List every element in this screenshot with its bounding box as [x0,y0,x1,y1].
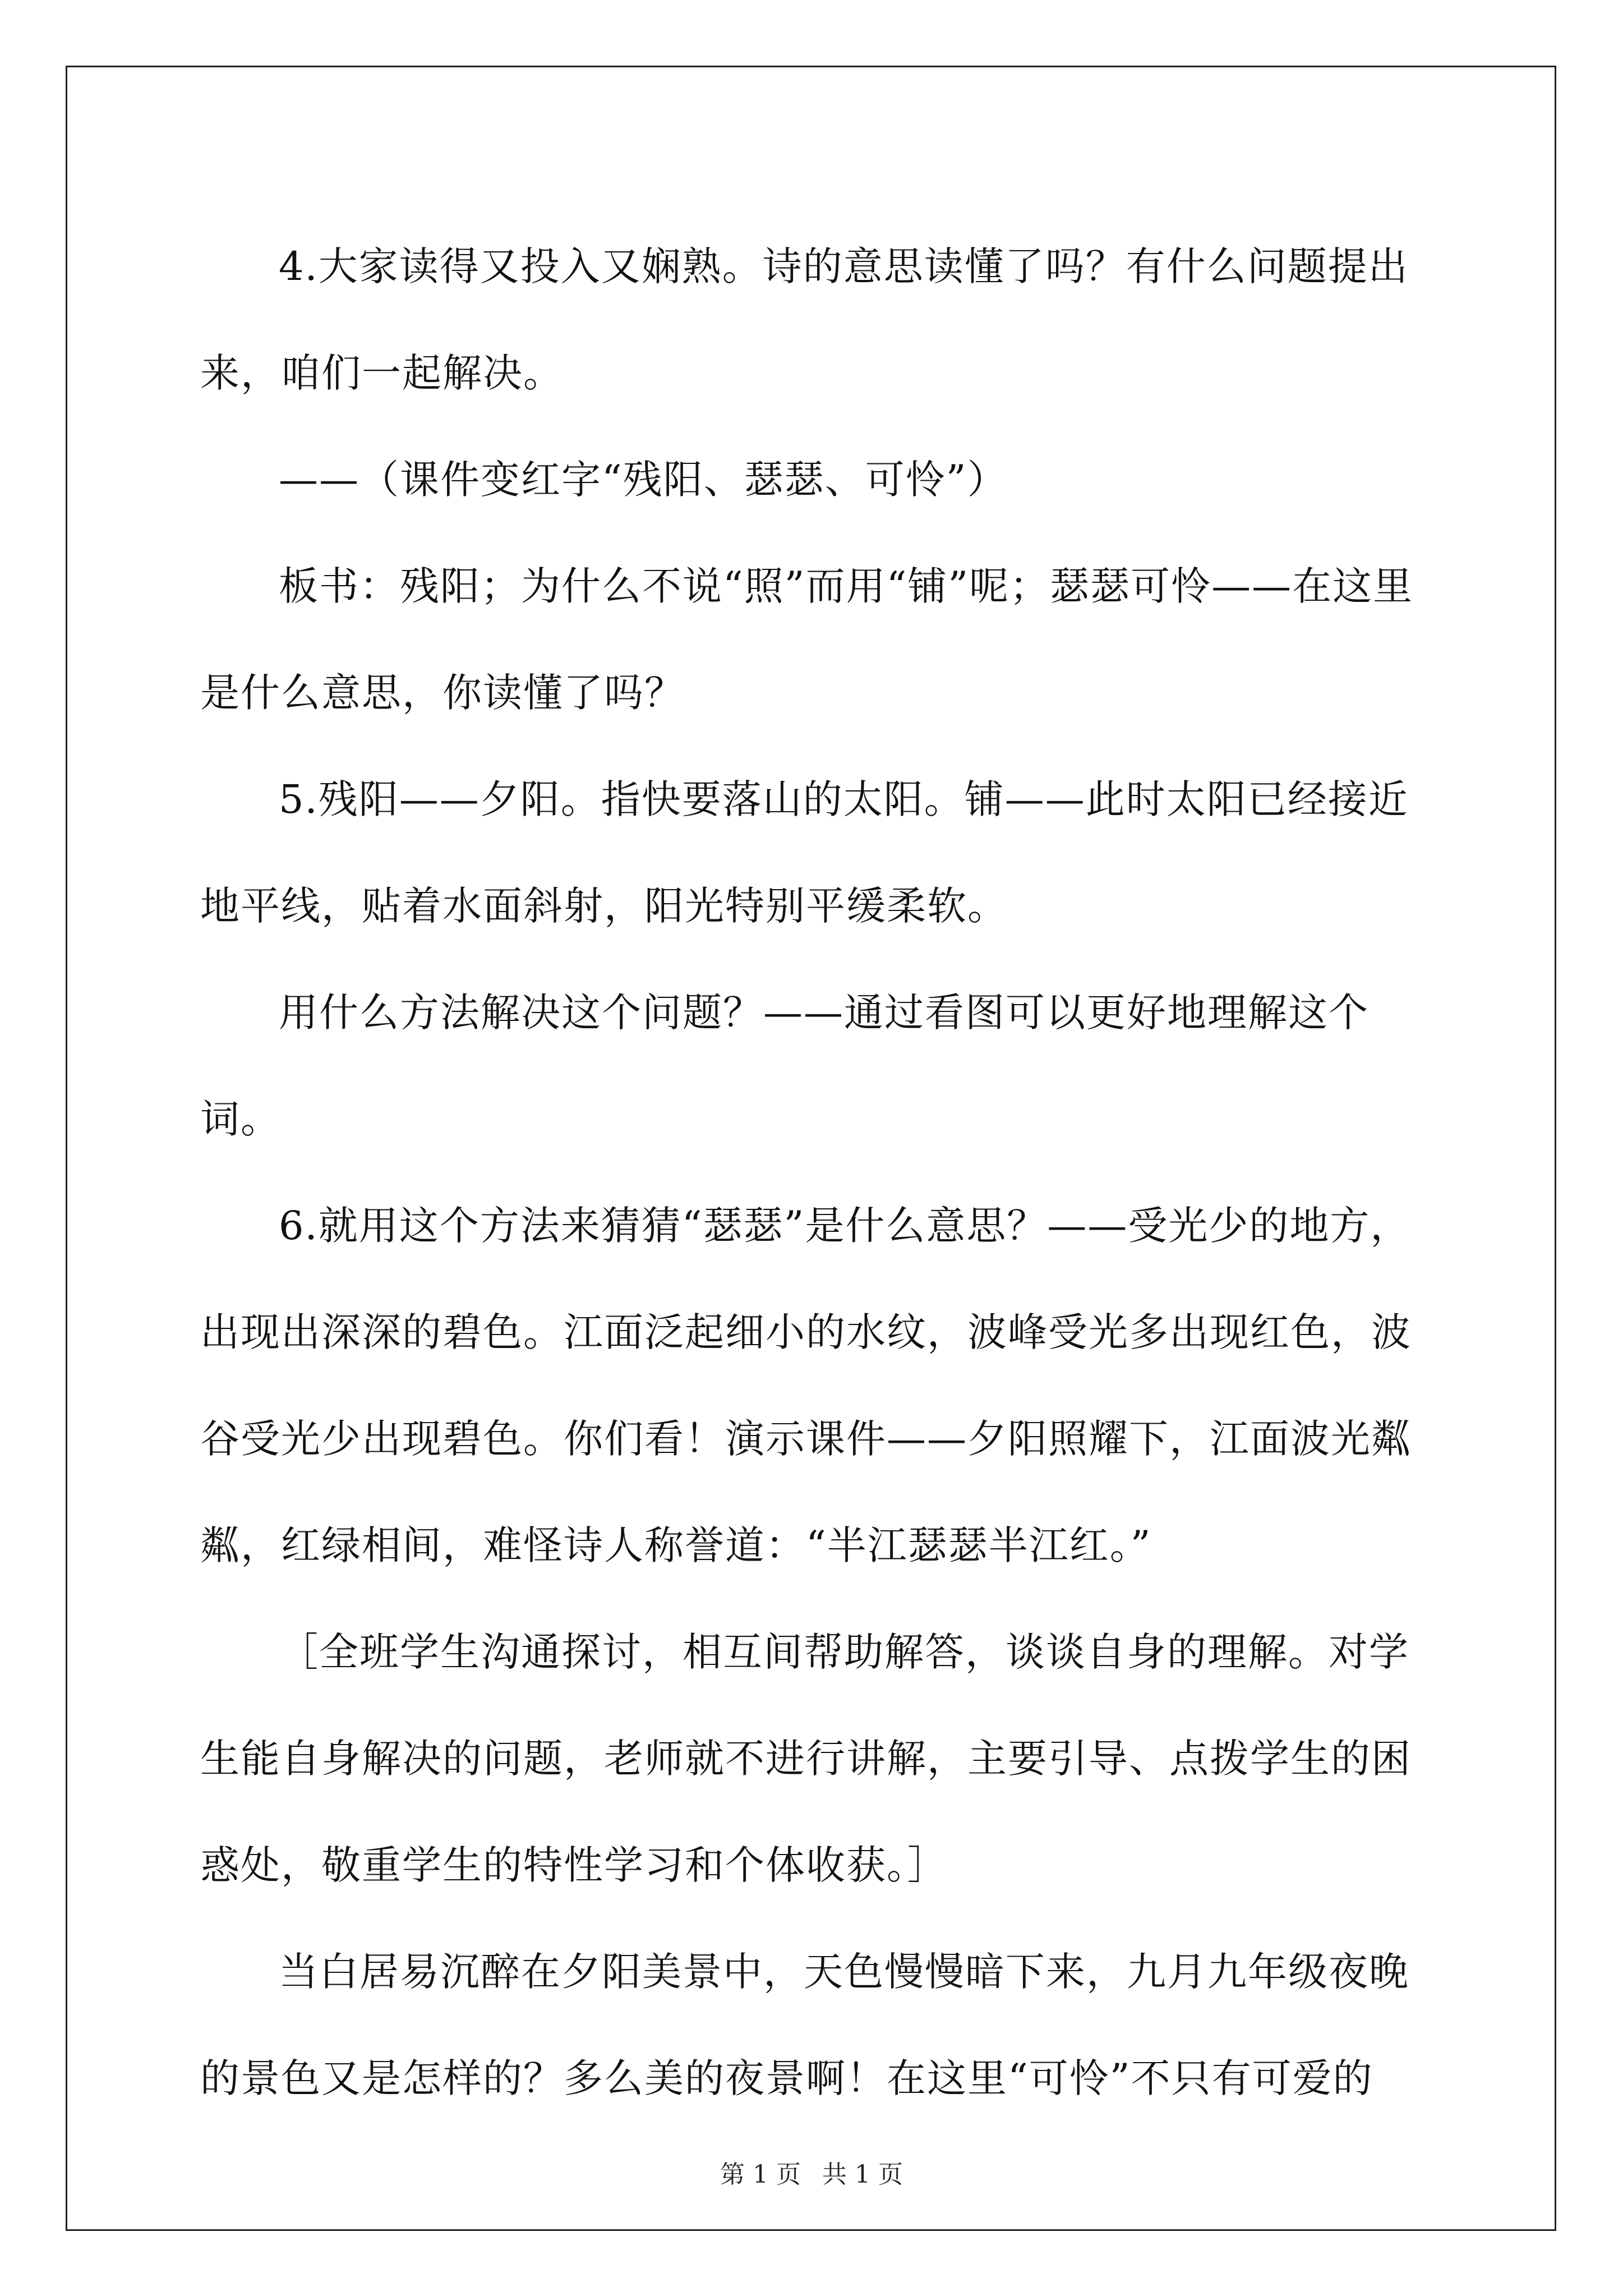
paragraph: ［全班学生沟通探讨，相互间帮助解答，谈谈自身的理解。对学生能自身解决的问题，老师就不进行讲解，主要引导、点拨学生的困惑处，敬重学生的特性学习和个体收获。］ [200,1629,1412,1888]
paragraph: ——（课件变红字“残阳、瑟瑟、可怜”） [279,457,1008,503]
document-body [200,213,1423,2132]
paragraph: 当白居易沉醉在夕阳美景中，天色慢慢暗下来，九月九年级夜晚的景色又是怎样的？多么美的夜景啊！在这里“可怜”不只有可爱的 [200,1949,1409,2101]
page-total: 共 1 页 [822,2160,903,2189]
page-footer [0,2154,1623,2190]
paragraph: 5.残阳——夕阳。指快要落山的太阳。铺——此时太阳已经接近地平线，贴着水面斜射，阳光特别平缓柔软。 [200,776,1409,929]
paragraph: 4.大家读得又投入又娴熟。诗的意思读懂了吗？有什么问题提出来，咱们一起解决。 [200,243,1409,396]
paragraph: 板书：残阳；为什么不说“照”而用“铺”呢；瑟瑟可怜——在这里是什么意思，你读懂了吗？ [200,563,1414,716]
paragraph: 用什么方法解决这个问题？——通过看图可以更好地理解这个词。 [200,990,1369,1142]
page-number: 第 1 页 [720,2160,801,2189]
paragraph: 6.就用这个方法来猜猜“瑟瑟”是什么意思？——受光少的地方，出现出深深的碧色。江面泛起细小的水纹，波峰受光多出现红色，波谷受光少出现碧色。你们看！演示课件——夕阳照耀下，江面波光粼粼，红绿相间，难怪诗人称誉道：“半江瑟瑟半江红。” [200,1203,1412,1568]
